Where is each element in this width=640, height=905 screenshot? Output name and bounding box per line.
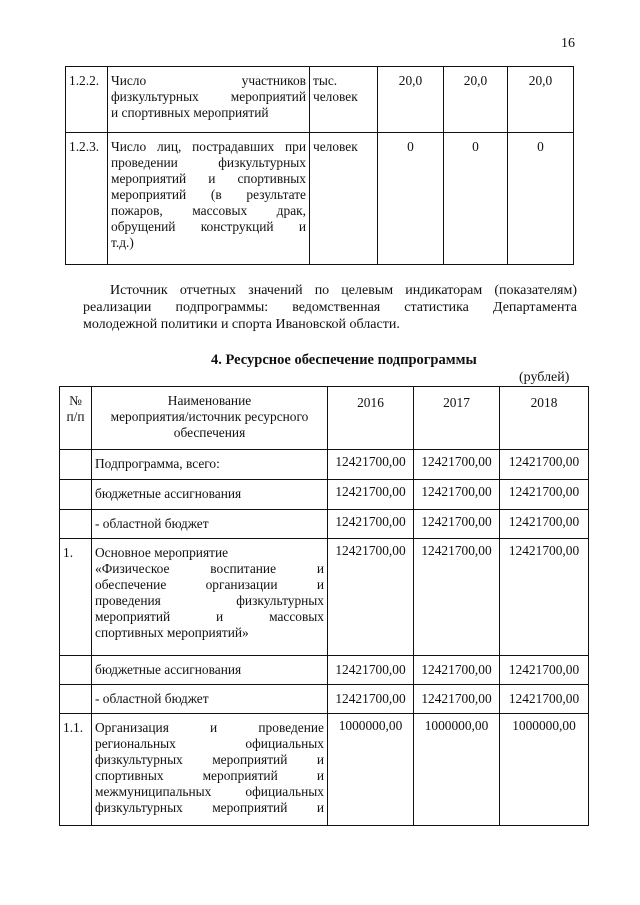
name-line: проведении физкультурных [111, 155, 306, 170]
table-row [60, 510, 589, 539]
paragraph-line: реализации подпрограммы: ведомственная статистика Департамента [83, 300, 577, 315]
table-row [66, 133, 574, 265]
header-2016: 2016 [328, 387, 414, 450]
name-line: т.д.) [111, 235, 134, 250]
name-line: физкультурных мероприятий [111, 89, 306, 104]
row-num [60, 510, 92, 539]
value-2016: 20,0 [378, 67, 444, 133]
paragraph-line: молодежной политики и спорта Ивановской области. [83, 317, 400, 332]
value-2018: 0 [508, 133, 574, 265]
value-2018: 12421700,00 [500, 450, 589, 480]
page-number: 16 [561, 36, 575, 51]
header-2018: 2018 [500, 387, 589, 450]
header-line: мероприятия/источник ресурсного [110, 409, 309, 424]
table-row [60, 714, 589, 826]
row-num: 1.1. [60, 714, 92, 826]
indicator-unit [310, 67, 378, 133]
value-2017: 12421700,00 [414, 480, 500, 510]
header-name [92, 387, 328, 450]
name-line: пожаров, массовых драк, [111, 203, 306, 218]
value-2016: 12421700,00 [328, 685, 414, 714]
name-line: Число лиц, пострадавших при [111, 139, 306, 154]
name-line: межмуниципальных официальных [95, 784, 324, 799]
value-2016: 1000000,00 [328, 714, 414, 826]
name-line: обрущений конструкций и [111, 219, 306, 234]
value-2017: 12421700,00 [414, 510, 500, 539]
value-2017: 12421700,00 [414, 656, 500, 685]
indicator-code: 1.2.3. [66, 133, 108, 265]
name-line: региональных официальных [95, 736, 324, 751]
unit-line: человек [313, 139, 358, 154]
value-2018: 12421700,00 [500, 656, 589, 685]
indicator-name [108, 133, 310, 265]
table-row [60, 539, 589, 656]
row-name [92, 685, 328, 714]
name-line: «Физическое воспитание и [95, 561, 324, 576]
row-num: 1. [60, 539, 92, 656]
row-name [92, 539, 328, 656]
header-num [60, 387, 92, 450]
name-line: мероприятий и спортивных [111, 171, 306, 186]
value-2018: 12421700,00 [500, 480, 589, 510]
paragraph-line: Источник отчетных значений по целевым индикаторам (показателям) [110, 283, 577, 298]
name-line: Число участников [111, 73, 306, 88]
row-name [92, 714, 328, 826]
unit-line: тыс. [313, 73, 338, 88]
name-line: спортивных мероприятий и [95, 768, 324, 783]
header-line: п/п [66, 409, 85, 424]
row-num [60, 450, 92, 480]
row-name [92, 510, 328, 539]
value-2017: 20,0 [444, 67, 508, 133]
section-heading: 4. Ресурсное обеспечение подпрограммы [211, 352, 477, 368]
units-note: (рублей) [519, 370, 570, 385]
name-line: бюджетные ассигнования [95, 486, 242, 501]
value-2018: 12421700,00 [500, 539, 589, 656]
row-name [92, 480, 328, 510]
name-line: спортивных мероприятий» [95, 625, 249, 640]
table-row [60, 480, 589, 510]
name-line: проведения физкультурных [95, 593, 324, 608]
row-num [60, 480, 92, 510]
header-line: Наименование [167, 393, 252, 408]
value-2018: 12421700,00 [500, 685, 589, 714]
name-line: бюджетные ассигнования [95, 662, 242, 677]
value-2016: 0 [378, 133, 444, 265]
header-line: обеспечения [173, 425, 246, 440]
name-line: физкультурных мероприятий и [95, 800, 324, 815]
header-2017: 2017 [414, 387, 500, 450]
name-line: физкультурных мероприятий и [95, 752, 324, 767]
table-row [60, 685, 589, 714]
row-name [92, 450, 328, 480]
indicator-unit [310, 133, 378, 265]
unit-line: человек [313, 89, 358, 104]
header-line: № [69, 393, 82, 408]
name-line: - областной бюджет [95, 691, 209, 706]
name-line: мероприятий (в результате [111, 187, 306, 202]
table-row [66, 67, 574, 133]
name-line: Организация и проведение [95, 720, 324, 735]
indicator-name [108, 67, 310, 133]
name-line: и спортивных мероприятий [111, 105, 269, 120]
indicator-table [65, 66, 574, 265]
value-2017: 12421700,00 [414, 539, 500, 656]
name-line: Подпрограмма, всего: [95, 456, 220, 471]
value-2016: 12421700,00 [328, 656, 414, 685]
value-2016: 12421700,00 [328, 450, 414, 480]
value-2017: 1000000,00 [414, 714, 500, 826]
row-num [60, 685, 92, 714]
source-paragraph [83, 282, 577, 333]
table-row [60, 656, 589, 685]
indicator-code: 1.2.2. [66, 67, 108, 133]
value-2017: 12421700,00 [414, 450, 500, 480]
value-2018: 1000000,00 [500, 714, 589, 826]
value-2017: 12421700,00 [414, 685, 500, 714]
value-2018: 12421700,00 [500, 510, 589, 539]
value-2017: 0 [444, 133, 508, 265]
row-num [60, 656, 92, 685]
name-line: - областной бюджет [95, 516, 209, 531]
value-2016: 12421700,00 [328, 510, 414, 539]
resource-table [59, 386, 589, 826]
table-row [60, 450, 589, 480]
name-line: Основное мероприятие [95, 545, 229, 560]
row-name [92, 656, 328, 685]
value-2016: 12421700,00 [328, 539, 414, 656]
value-2018: 20,0 [508, 67, 574, 133]
value-2016: 12421700,00 [328, 480, 414, 510]
name-line: обеспечение организации и [95, 577, 324, 592]
table-header-row [60, 387, 589, 450]
name-line: мероприятий и массовых [95, 609, 324, 624]
